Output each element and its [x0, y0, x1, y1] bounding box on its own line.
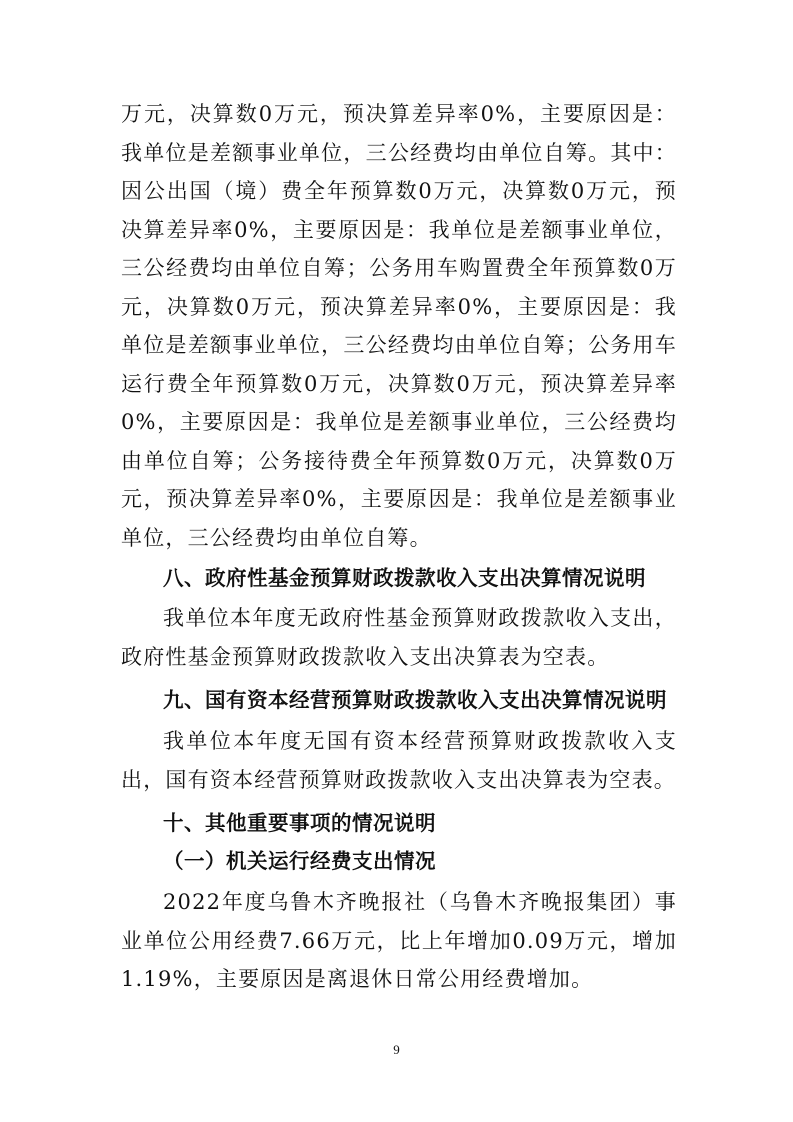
section-8-block [121, 599, 677, 676]
section-9-body: 我单位本年度无国有资本经营预算财政拨款收入支出，国有资本经营预算财政拨款收入支出决算表为空表。 [121, 729, 677, 792]
section-8-heading: 八、政府性基金预算财政拨款收入支出决算情况说明 [163, 566, 646, 590]
continuation-block [121, 95, 677, 557]
page-number: 9 [393, 1042, 400, 1057]
section-10-block [121, 883, 677, 999]
section-10-heading: 十、其他重要事项的情况说明 [163, 811, 436, 835]
section-8-body: 我单位本年度无政府性基金预算财政拨款收入支出，政府性基金预算财政拨款收入支出决算表为空表。 [121, 606, 677, 669]
section-10-subheading: （一）机关运行经费支出情况 [163, 849, 436, 873]
continuation-paragraph: 万元，决算数0万元，预决算差异率0%，主要原因是：我单位是差额事业单位，三公经费均由单位自筹。其中：因公出国（境）费全年预算数0万元，决算数0万元，预决算差异率0%，主要原因是：我单位是差额事业单位，三公经费均由单位自筹；公务用车购置费全年预算数0万元，决算数0万元，预决算差异率0%，主要原因是：我单位是差额事业单位，三公经费均由单位自筹；公务用车运行费全年预算数0万元，决算数0万元，预决算差异率0%，主要原因是：我单位是差额事业单位，三公经费均由单位自筹；公务接待费全年预算数0万元，决算数0万元，预决算差异率0%，主要原因是：我单位是差额事业单位，三公经费均由单位自筹。 [121, 102, 677, 550]
section-10-body: 2022年度乌鲁木齐晚报社（乌鲁木齐晚报集团）事业单位公用经费7.66万元，比上年增加0.09万元，增加1.19%，主要原因是离退休日常公用经费增加。 [121, 890, 677, 991]
section-9-heading: 九、国有资本经营预算财政拨款收入支出决算情况说明 [163, 688, 667, 712]
section-9-block [121, 722, 677, 799]
